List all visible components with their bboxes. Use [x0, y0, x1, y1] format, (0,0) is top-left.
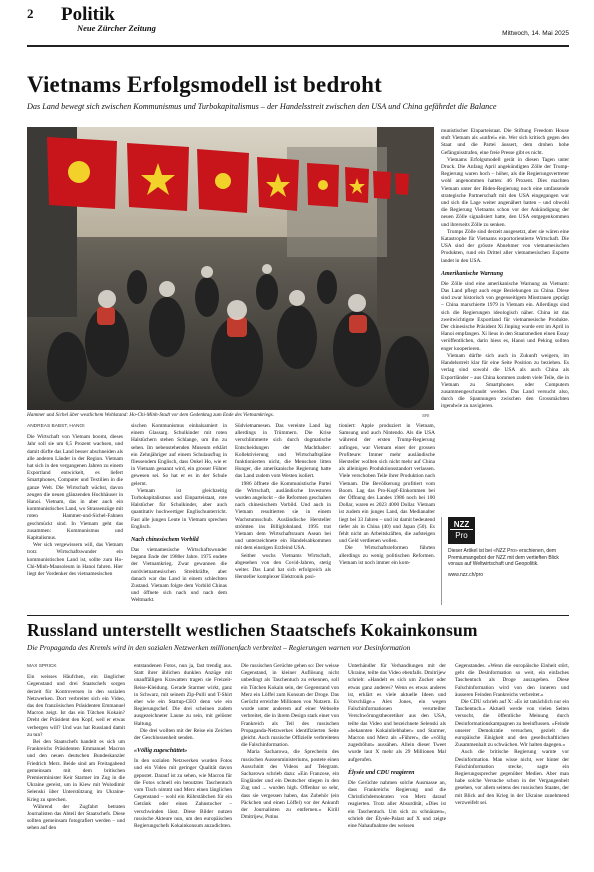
- section-title: Politik: [61, 4, 115, 25]
- paragraph: Vietnam dürfte sich auch in Zukunft weigern, im Handelsstreit klar für eine Seite Position zu beziehen. Es verlag sind sowohl die USA als auch China als Exportländer – aus China kommen zudem viele Teile, die in Vietnam zu Smartphones oder Computern zusammengeschraubt werden. Das Land versucht also, durch die Spannungen zwischen den Grossmächten irgendwie zu navigieren.: [441, 352, 569, 410]
- article2-deck: Die Propaganda des Kremls wird in den sozialen Netzwerken millionenfach verbreitet – Regierungen warnen vor Desinformation: [27, 643, 411, 652]
- nzz-pro-link[interactable]: www.nzz.ch/pro: [448, 571, 484, 578]
- paragraph: Die Wirtschaftsreformen führten allerdings zu wenig politischen Reformen. Vietnam ist noch immer ein kom-: [339, 545, 435, 566]
- article1-column-3: [235, 423, 331, 609]
- paragraph: Vietnams Erfolgsmodell gerät in diesen Tagen unter Druck. Die Anfang April angekündigten Zölle der Trump-Regierung waren hoch – höher, als die Regierungsvertreter wohl angenommen hatten: 46 Prozent. Dies machten Vietnam unter der Biden-Regierung noch eine umfassende strategische Partnerschaft mit den USA eingegangen war und sich die Lage weiter angenähert hatten – und obwohl die Regierung Vietnams schon vor der Ankündigung der neuen Zölle signalisiert hatte, den USA entgegenkommen und ihrerseits Zölle zu senken.: [441, 156, 569, 228]
- article1-column-right: [441, 128, 569, 411]
- paragraph: Die drei wollten mit der Reise ein Zeichen der Geschlossenheit senden.: [134, 727, 232, 742]
- newspaper-name: Neue Zürcher Zeitung: [77, 23, 156, 33]
- paragraph: Bei den Staatschefs handelt es sich um Frankreichs Präsidenten Emmanuel Macron und den neuen deutschen Bundeskanzler Friedrich Merz. Beide sind am Freitagabend gemeinsam mit dem britischen Premierminister Keir Starmer im Zug in die Ukraine gereist, um in Kiew mit Wolodimir Selenski über Unterstützung im Ukraine-Krieg zu sprechen.: [27, 739, 125, 803]
- logo-bottom-text: Pro: [455, 531, 468, 540]
- article1-column-4: [339, 423, 435, 609]
- paragraph: Die CDU schrieb auf X: «Es ist tatsächlich nur ein Taschentuch.» Aktuell werde von vielen Seiten versucht, die öffentliche Meinung durch Desinformationskampagnen zu beeinflussen. «Feinde unserer Demokratie versuchen, gezielt die europäische Einigkeit und den gesellschaftlichen Zusammenhalt zu schwächen. Wir halten dagegen.»: [455, 699, 569, 749]
- paragraph: Vietnam ist gleichzeitig Turbokapitalismus und Einparteistaat, rote Halstücher für Schulkinder, aber auch quantitativ hochwertiger Englischunterricht. Fast alle jungen Leute in Vietnam sprechen Englisch.: [131, 487, 227, 530]
- paragraph: munistischer Einparteistaat. Die Stiftung Freedom House stuft Vietnam als «unfrei» ein. Wer sich kritisch gegen den Staat und die Partei äussert, dem drohen hohe Gefängnisstrafen, eine freie Presse gibt es nicht.: [441, 128, 569, 156]
- article2-column-1: [27, 663, 125, 863]
- paragraph: tioniert: Apple produziert in Vietnam, Samsung und auch Nintendo. Als die USA während der ersten Trump-Regierung anfingen, war Vietnam einer der grossen Profiteure: Immer mehr ausländische Hersteller wollten sich nicht mehr auf China als alleinigen Produktionsstandort verlassen. Viele verschoben Teile ihrer Produktion nach Vietnam. Die Bevölkerung profitiert vom Boom. Lag das Pro-Kopf-Einkommen bei der Öffnung des Landes 1986 noch bei 100 Dollar, waren es 2023 4000 Dollar. Vietnam ist zudem ein junges Land, das Medianalter liegt bei 33 Jahren – und ist damit bedeutend tiefer als in China (40) und Japan (50). Es fehlt nicht an Arbeitskräften, die aufsteigen und Geld verdienen wollen.: [339, 423, 435, 545]
- paragraph: Wer sich vergewissern will, das Vietnam trotz Wirtschaftswunder ein kommunistischen Land ist, sollte zum Ho-Chi-Minh-Mausoleum in Hanoi fahren. Hier liegt der Vordenker des vietnamesischen: [27, 542, 123, 578]
- paragraph: Die Wirtschaft von Vietnam boomt, dieses Jahr soll sie um 6,5 Prozent wachsen, und damit dürfte das Land besser abschneiden als alle anderen Länder in der Region. Vietnam hat sich in den vergangenen Jahren zu einem Exportland entwickelt, es liefert Smartphones, Computer und Textilien in die ganze Welt. Die Wirtschaft wächst, davon zeugen die neuen glänzenden Hochhäuser in Hanoi. Vietnam, das in aber auch ein kommunistisches Land, wo Strassenzüge mit roten Hammer-und-Sichel-Fahnen geschmückt sind. In Vietnam geht das zusammen: Kommunismus und Kapitalismus.: [27, 434, 123, 542]
- nzz-pro-box: [441, 517, 569, 605]
- paragraph: Seither wuchs Vietnams Wirtschaft, abgesehen von den Covid-Jahren, stetig weiter. Das Land hat sich erfolgreich als Hersteller komplexer Elektronik posi-: [235, 552, 331, 581]
- article-separator: [27, 615, 569, 616]
- article1-column-1: [27, 423, 123, 609]
- paragraph: Trumps Zölle sind derzeit ausgesetzt, aber sie wären eine Katastrophe für Vietnams exportorientierte Wirtschaft. Die USA sind der grösste Abnehmer von vietnamesischen Produkten, rund ein Drittel aller vietnamesischen Exporte landet in den USA.: [441, 228, 569, 264]
- photo-caption: Hammer und Sichel über westlichem Wohlstand: Ho-Chi-Minh-Stadt vor dem Gedenktag zum Ende des Vietnamkriegs.: [27, 412, 274, 418]
- paragraph: In den sozialen Netzwerken wurden Fotos und ein Video mit geringer Qualität davon gepostet. Darauf ist zu sehen, wie Macron für die Fotos schnell ein benutztes Taschentuch vom Tisch nimmt und Merz einen länglichen Gegenstand – wohl ein Rührstäbchen für ein Getränk oder einen Zahnstocher – verschwinden lässt. Diese Bilder nutzen russische Akteure nun, um den europäischen Regierungschefs Kokainkonsum anzudichten.: [134, 758, 232, 830]
- subhead: Nach chinesischem Vorbild: [131, 537, 199, 544]
- article1-headline: Vietnams Erfolgsmodell ist bedroht: [27, 72, 382, 97]
- byline: ANDREAS BABST, HANOI: [27, 424, 85, 429]
- paragraph: Die Zölle sind eine amerikanische Warnung an Vietnam: Das Land pflegt auch enge Beziehungen zu China. Diese sind zwar historisch von gegenseitigem Misstrauen geprägt – China marschierte 1979 in Vietnam ein. Allerdings sind sich die Regierungen ideologisch näher. China ist das zweitwichtigste Exportland für vietnamesische Produkte. Der chinesische Präsident Xi Jinping wurde erst im April in Hanoi empfangen. Xi lieus in den Staatsmedien einen Essay veröffentlichen, darin hiess es, Hanoi und Peking sollten enger kooperieren.: [441, 280, 569, 352]
- subhead: Élysée und CDU reagieren: [348, 769, 415, 776]
- nzz-pro-text: Dieser Artikel ist bei «NZZ Pro» erschienen, dem Premiumangebot der NZZ mit dem vertieften Blick voraus auf Weltwirtschaft und Geopolitik.: [448, 548, 559, 567]
- subhead: «Völlig zugeschüttet»: [134, 748, 188, 755]
- paragraph: Ein weisses Häufchen, ein länglicher Gegenstand und drei Staatschefs sorgen derzeit für Kontroversen in den sozialen Netzwerken. Dort verbreitet sich ein Video, das den französischen Präsidenten Emmanuel Macron zeigt. Ist das ein Tütchen Kokain? Dreht der Präsident den Kopf, weil er etwas verbergen will? Und was hat Russland damit zu tun?: [27, 674, 125, 738]
- paragraph: Während der Zugfahrt betraten Journalisten das Abteil der Staatschefs. Diese sollten gemeinsam fotografiert werden – und sehen auf den: [27, 803, 125, 832]
- page-number: 2: [27, 6, 34, 21]
- masthead-rule: [27, 45, 569, 47]
- paragraph: sischen Kommunismus einbalsamiert in einem Glassarg. Schulkinder mit roten Halstüchern stehen Schlange, um ihn zu sehen. Im nebenstehenden Museum erklärt ein Zehnjähriger auf einem Schulausflug in fliessendem Englisch, dass Onkel Ho, wie er in Vietnam genannt wird, ein grosser Führer gewesen sei. So hat er es in der Schule gelernt.: [131, 423, 227, 487]
- article2-column-3: [241, 663, 339, 863]
- article1-column-2: [131, 423, 227, 609]
- issue-date: Mittwoch, 14. Mai 2025: [502, 30, 569, 37]
- byline: MAX SPRICK: [27, 664, 57, 669]
- paragraph: Auch die britische Regierung warnte vor Desinformation. Man wisse nicht, wer hinter der Falschinformation stecke, sagte ein Regierungssprecher gegenüber Medien. Aber man habe solche Versuche schon in der Vergangenheit gesehen, vor allem seitens des russischen Staates, der mit Blick auf den Krieg in der Ukraine zunehmend verzweifelt sei.: [455, 749, 569, 806]
- logo-top-text: NZZ: [450, 517, 473, 530]
- paragraph: 1986 öffnete die Kommunistische Partei die Wirtschaft, ausländische Investoren wurden angelockt – die Reformen geschahen nach chinesischem Vorbild. Und auch in Vietnam resultierten sie in einem Wachstumsschub. Ausländische Hersteller strömten ins Billiglohnland. 1995 trat Vietnam dem Wirtschaftsraum Asean bei und unterzeichnete ein Handelsabkommen mit dem einstigen Erzfeind USA.: [235, 480, 331, 552]
- subhead: Amerikanische Warnung: [441, 270, 503, 277]
- article1-photo: [27, 127, 434, 410]
- paragraph: Gegenstandes. «Wenn die europäische Einheit stört, geht die Desinformation so weit, ein einfaches Taschentuch als Droge auszugeben. Diese Falschinformation wird von den inneren und äusseren Feinden Frankreichs verbreitet.»: [455, 663, 569, 698]
- paragraph: entstandenen Fotos, nun ja, fast trendig aus. Statt ihrer üblichen dunklen Anzüge mit unauffälligen Krawatten tragen sie Freizeit-Reise-Kleidung. Gerade Starmer wirkt, ganz in Schwarz, mit seinem Zip-Pulli und T-Shirt eher wie ein Startup-CEO denn wie ein Regierungschef. Die drei scheinen zudem ausgezeichneter Laune zu sein, mit gelöster Haltung.: [134, 663, 232, 727]
- article2-column-5: [455, 663, 569, 863]
- paragraph: Maria Sacharowa, die Sprecherin des russischen Aussenministeriums, postete einen Ausschnitt des Videos auf Telegram. Sacharowa schrieb dazu: «Ein Franzose, ein Engländer und ein Deutscher stiegen in den Zug und ... wurden high. Offenbar so sehr, dass sie vergessen haben, das Zubehör (ein Päckchen und einen Löffel) vor der Ankunft der Journalisten zu entfernen.» Kirill Dmitrijew, Putins: [241, 749, 339, 821]
- article2-column-4: [348, 663, 446, 863]
- article2-headline: Russland unterstellt westlichen Staatschefs Kokainkonsum: [27, 620, 478, 640]
- paragraph: Das vietnamesische Wirtschaftswunder begann Ende der 1980er Jahre. 1975 endete der Vietnamkrieg. Zwar gewannen die nordvietnamesischen Streitkräfte, aber danach war das Land in einem schlechten Zustand. Vietnam folgte dem Vorbild Chinas und öffnete sich nach und nach dem Weltmarkt.: [131, 547, 227, 604]
- paragraph: Unterhändler für Verhandlungen mit der Ukraine, teilte das Video ebenfalls. Dmitrijew schrieb: «Handelt es sich um Zucker oder etwas ganz anderes? Wenn es etwas anderes ist, erklärt es viele aktuelle Ideen und Vorschläge.» Alex Jones, ein wegen Falschinformationen verurteilter Verschwörungstheoretiker aus den USA, teilte das Video und bezeichnete Selenski als «bekannten Kokainliebhaber» und Starmer, Macron und Merz als «Führer», die «völlig zugedröhnt» aussähen. Allein dieser Tweet wurde laut X mehr als 29 Millionen Mal aufgerufen.: [348, 663, 446, 763]
- photo-credit: SRI: [422, 413, 430, 418]
- paragraph: Die russischen Gerüchte gehen so: Der weisse Gegenstand, in kleiner Auflösung nicht unbedingt als Taschentuch zu erkennen, soll ein Tütchen Kokain sein, der Gegenstand von Merz ein Löffel zum Konsum der Droge. Das Gerücht erreichte Millionen von Nutzern. Es wurde unter anderem auf einer Webseite verbreitet, die in ihrem Design stark einer von Frankreich als Teil des russischen Propaganda-Netzwerkes identifizierten Seite gleicht. Auch russische Offizielle verbreiteten die Falschinformation.: [241, 663, 339, 749]
- article1-deck: Das Land bewegt sich zwischen Kommunismus und Turbokapitalismus – der Handelsstreit zwischen den USA und China gefährdet die Balance: [27, 102, 497, 111]
- article2-column-2: [134, 663, 232, 863]
- nzz-pro-logo: [448, 517, 475, 544]
- paragraph: Die Gerüchte nahmen solche Ausmasse an, dass Frankreichs Regierung und die Christlichdemokraten von Merz darauf reagierten. Trotz aller Absurdität, «Dies ist ein Taschentuch. Um sich zu schnäuzen», schrieb der Élysée-Palast auf X und zeigte eine Nahaufnahme des weissen: [348, 779, 446, 830]
- paragraph: Südvietnamesen. Das vereinte Land lag allerdings in Trümmern. Die Krise verschlimmerte sich durch dogmatische Entscheidungen der Machthaber: Kollektivierung und Wirtschaftspläne funktionierten nicht, die Menschen litten Hunger, die amerikanische Regierung hatte das Land zudem vom Westen isoliert.: [235, 423, 331, 480]
- masthead: [27, 6, 569, 44]
